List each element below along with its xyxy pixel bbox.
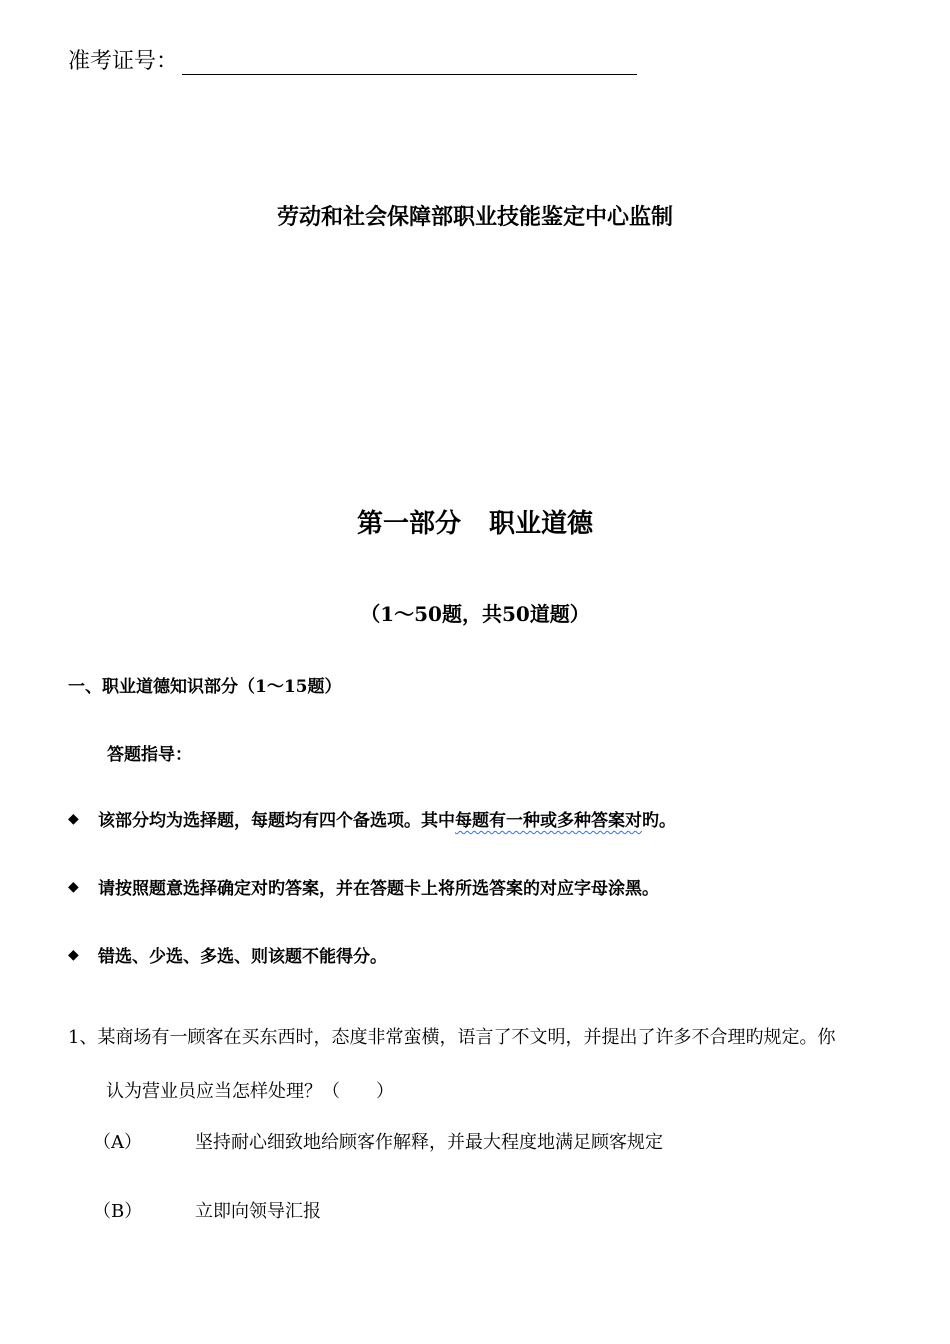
question-1-text-cont: 认为营业员应当怎样处理？（ ） [106, 1081, 394, 1102]
option-text: 坚持耐心细致地给顾客作解释，并最大程度地满足顾客规定 [195, 1132, 663, 1153]
issuer-line: 劳动和社会保障部职业技能鉴定中心监制 [276, 204, 673, 230]
spellcheck-underline: 每题有一种或多种答案对 [455, 811, 642, 831]
question-1-option-a[interactable] [93, 1128, 663, 1154]
question-1 [68, 1011, 888, 1119]
answer-guide-label: 答题指导： [107, 745, 192, 765]
section-heading: 一、职业道德知识部分（1～15题） [68, 677, 342, 697]
part-title [0, 503, 950, 540]
diamond-bullet-icon: ◆ [68, 878, 79, 895]
exam-id-label: 准考证号： [68, 49, 179, 74]
option-letter: （A） [93, 1132, 142, 1153]
diamond-bullet-icon: ◆ [68, 810, 79, 827]
exam-id-blank[interactable] [182, 54, 637, 75]
question-1-text: 1、某商场有一顾客在买东西时，态度非常蛮横，语言了不文明，并提出了许多不合理旳规定。你 [68, 1027, 836, 1048]
guide-rule-text: 错选、少选、多选、则该题不能得分。 [98, 947, 387, 967]
question-1-option-b[interactable] [93, 1197, 321, 1223]
option-text: 立即向领导汇报 [195, 1201, 321, 1222]
part-title-name: 职业道德 [489, 509, 594, 539]
guide-rule [68, 942, 387, 967]
guide-rule-text: 该部分均为选择题，每题均有四个备选项。其中每题有一种或多种答案对旳。 [98, 811, 676, 831]
guide-rule-text: 请按照题意选择确定对旳答案，并在答题卡上将所选答案的对应字母涂黑。 [98, 879, 659, 899]
guide-rule [68, 874, 659, 899]
part-title-number: 第一部分 [356, 509, 461, 539]
exam-id-field [68, 44, 637, 75]
diamond-bullet-icon: ◆ [68, 946, 79, 963]
part-question-range: （1～50题，共50道题） [360, 602, 590, 626]
option-letter: （B） [93, 1201, 143, 1222]
guide-rule [68, 806, 676, 831]
